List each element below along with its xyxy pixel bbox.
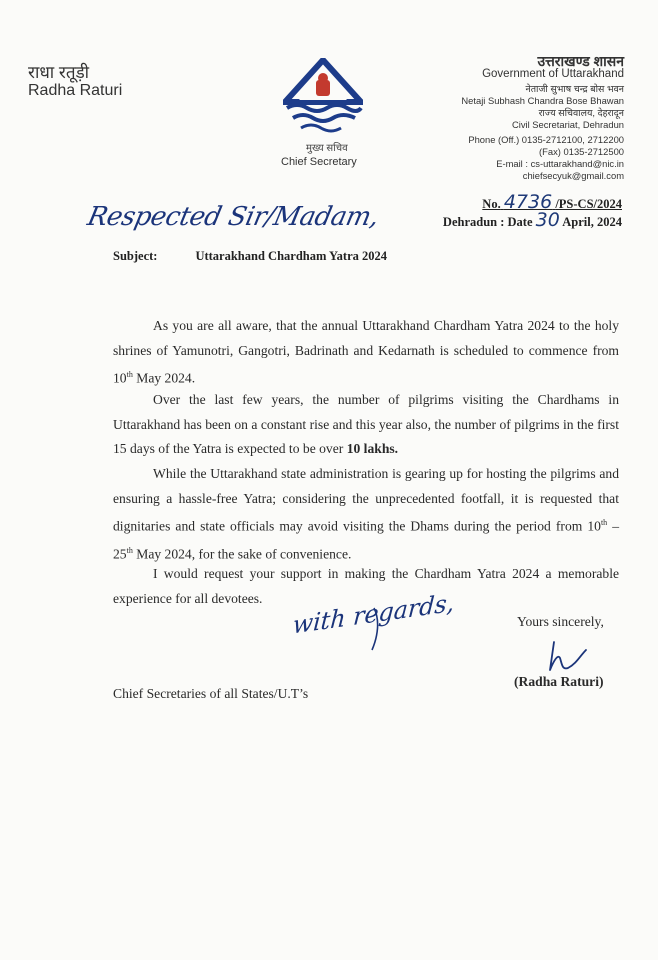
- building-english: Netaji Subhash Chandra Bose Bhawan: [461, 95, 624, 106]
- fax-number: (Fax) 0135-2712500: [539, 146, 624, 157]
- office-title-hindi: उत्तराखण्ड शासन: [537, 53, 624, 69]
- letter-date: Dehradun : Date 30 April, 2024: [442, 209, 622, 231]
- subject-label: Subject:: [113, 249, 158, 263]
- handwritten-ref-number: 4736: [503, 191, 553, 213]
- paragraph-1: As you are all aware, that the annual Uttarakhand Chardham Yatra 2024 to the holy shrines of Yamunotri, Gangotri, Badrinath and Kedarnath is scheduled to commence from 10th May 2024.: [113, 318, 619, 386]
- subject-text: Uttarakhand Chardham Yatra 2024: [195, 249, 388, 263]
- secretariat-hindi: राज्य सचिवालय, देहरादून: [538, 107, 624, 118]
- handwritten-day: 30: [535, 209, 560, 231]
- secretariat-english: Civil Secretariat, Dehradun: [511, 119, 624, 130]
- chief-secretary-hindi: मुख्य सचिव: [306, 143, 348, 154]
- sender-name-english: Radha Raturi: [28, 82, 123, 99]
- chief-secretary-english: Chief Secretary: [281, 156, 357, 168]
- government-name: Government of Uttarakhand: [482, 68, 624, 80]
- sender-name-hindi: राधा रतूड़ी: [28, 63, 90, 82]
- signatory-name: (Radha Raturi): [514, 674, 604, 689]
- uttarakhand-emblem-icon: [283, 58, 363, 138]
- handwritten-salutation: Respected Sir/Madam,: [84, 202, 382, 232]
- reference-number: No. 4736 /PS-CS/2024: [482, 191, 622, 213]
- paragraph-3: While the Uttarakhand state administration is gearing up for hosting the pilgrims and ensuring a hassle-free Yatra; considering the unprecedented footfall, it is requested that dignitaries and state officials may avoid visiting the Dhams during the period from 10th – 25th May 2024, for the sake of convenience.: [113, 466, 619, 562]
- phone-number: Phone (Off.) 0135-2712100, 2712200: [468, 134, 624, 145]
- paragraph-2: Over the last few years, the number of pilgrims visiting the Chardhams in Uttarakhand has been on a constant rise and this year also, the number of pilgrims in the first 15 days of the Yatra is expected to be over 10 lakhs.: [113, 392, 619, 456]
- pen-stroke-icon: [366, 606, 396, 652]
- paragraph-4: I would request your support in making the Chardham Yatra 2024 a memorable experience for all devotees.: [113, 566, 619, 606]
- handwritten-regards: with regards,: [291, 588, 456, 640]
- subject-line: [113, 249, 387, 264]
- building-hindi: नेताजी सुभाष चन्द्र बोस भवन: [525, 83, 624, 94]
- email-primary: E-mail : cs-uttarakhand@nic.in: [496, 158, 624, 169]
- recipient-line: Chief Secretaries of all States/U.T’s: [113, 686, 309, 701]
- signature-icon: [540, 640, 590, 674]
- closing-yours-sincerely: Yours sincerely,: [517, 614, 604, 629]
- email-secondary: chiefsecyuk@gmail.com: [522, 170, 624, 181]
